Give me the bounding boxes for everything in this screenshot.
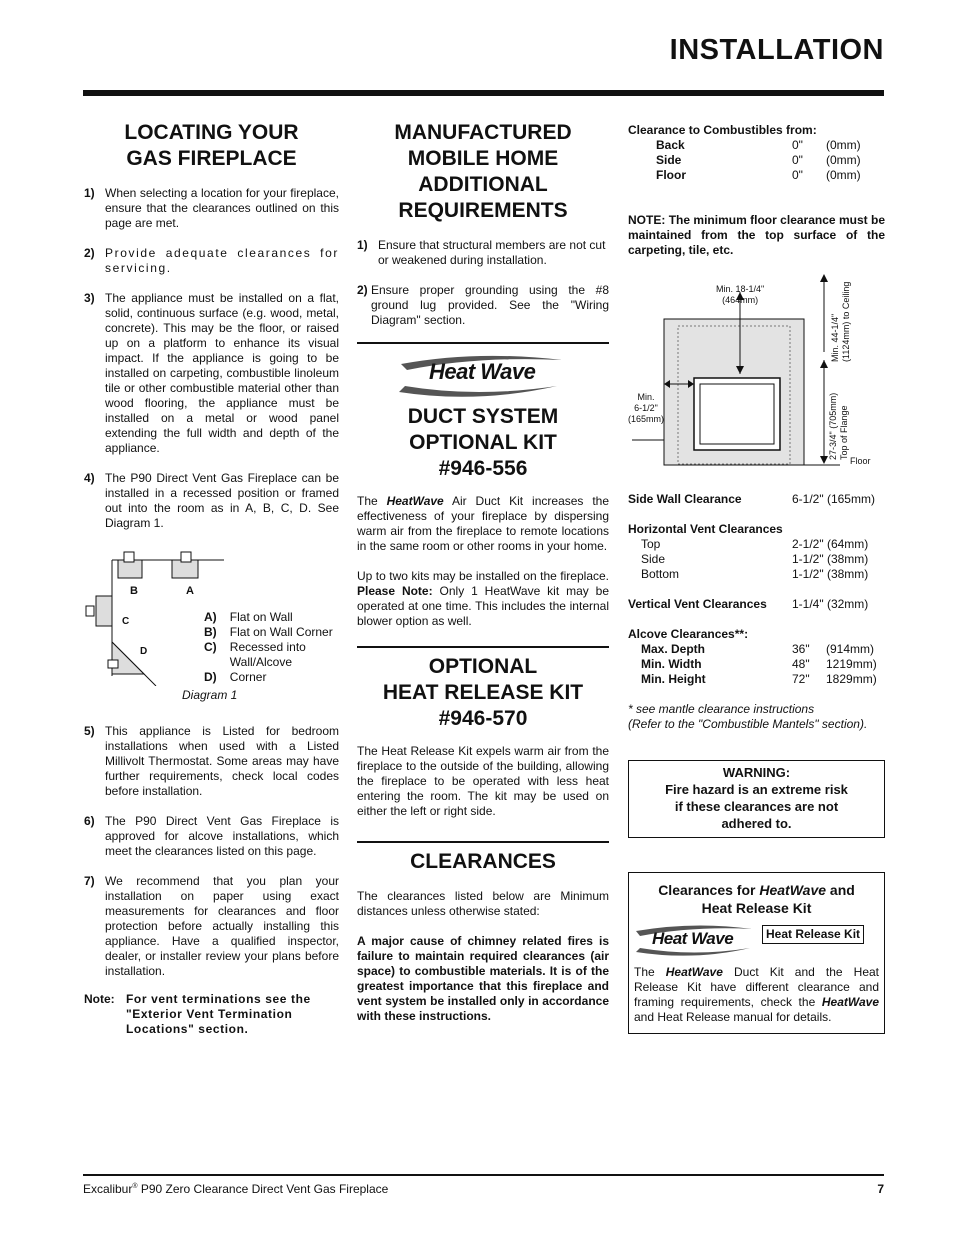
ceiling-clearance-label: Min. 44-1/4" (1124mm) to Ceiling [830,281,851,362]
diagram-caption: Diagram 1 [182,688,238,702]
footer-rule [83,1174,884,1176]
diagram-letter-a: A [186,585,194,597]
list-item: 7) We recommend that you plan your installation on paper using exact measurements for clearances and floor protection before actually installing this appliance. Have a qualified inspector, dealer, or installer review your plans before installation. [84,874,339,978]
heatwave-logo-text: Heat Wave [652,929,734,948]
section-divider [357,342,609,344]
clearances-title: CLEARANCES [410,850,556,873]
section-divider [357,841,609,843]
list-item: 4) The P90 Direct Vent Gas Fireplace can be installed in a recessed position or framed out into the room as in A, B, C, D. See Diagram 1. [84,471,339,530]
table-row: Max. Depth 36" (914mm) [641,642,875,656]
installation-positions-diagram [84,546,224,686]
diagram-letter-d: D [140,646,148,657]
list-item: 1) Ensure that structural members are not cut or weakened during installation. [357,238,606,267]
table-row: Floor 0" (0mm) [656,168,861,182]
clearances-column [628,123,885,1034]
mantle-footnote: * see mantle clearance instructions (Refer to the "Combustible Mantels" section). [628,702,868,731]
diagram-1 [84,546,339,714]
flange-clearance-label: 27-3/4" (705mm) Top of Flange [828,392,849,460]
mobile-home-title: MANUFACTURED MOBILE HOME ADDITIONAL REQUIREMENTS [394,121,572,222]
clearances-warning-text: A major cause of chimney related fires is failure to maintain required clearances (air space) to combustible materials. It is of the greatest importance that this fireplace and vent system be installed only in accordance with these instructions. [357,934,609,1023]
list-item: 6) The P90 Direct Vent Gas Fireplace is approved for alcove installations, which meet the clearances listed on this page. [84,814,339,858]
heatwave-box-logo-row [634,923,879,963]
diagram-letter-b: B [130,585,138,597]
heatwave-clearances-box [628,872,885,1034]
duct-kit-description: The HeatWave Air Duct Kit increases the effectiveness of your fireplace by dispersing warm air from the fireplace to remote locations in the same room or other rooms in your home. [357,494,610,553]
table-row: Side Wall Clearance 6-1/2" (165mm) [628,492,875,506]
diagram-legend: A) Flat on Wall B) Flat on Wall Corner C) Recessed into Wall/Alcove D) Corner [204,610,333,684]
heat-release-title: OPTIONAL HEAT RELEASE KIT #946-570 [382,655,584,730]
combustibles-table [628,138,885,183]
list-item: 2) Ensure proper grounding using the #8 ground lug provided. See the "Wiring Diagram" section. [357,283,609,327]
duct-kit-note: Up to two kits may be installed on the fireplace. Please Note: Only 1 HeatWave kit may be operated at one time. This includes the internal blower option as well. [357,569,609,628]
middle-column [357,120,609,1024]
clearance-diagram [628,272,885,486]
side-clearance-label: Min. 6-1/2" (165mm) [628,392,665,424]
list-item: 2) Provide adequate clearances for servicing. [84,246,339,275]
table-row: Back 0" (0mm) [656,138,861,152]
mobile-home-list [357,238,609,328]
combustibles-heading: Clearance to Combustibles from: [628,123,817,137]
clearance-specs-table [628,492,885,687]
locating-list-2 [84,724,339,979]
heatwave-logo [357,352,609,404]
floor-clearance-note: NOTE: The minimum floor clearance must be maintained from the top surface of the carpeting, tile, etc. [628,213,885,257]
duct-kit-title: DUCT SYSTEM OPTIONAL KIT #946-556 [407,405,559,480]
list-item: 5) This appliance is Listed for bedroom installations when used with a Listed Millivolt Thermostat. Some areas may have further requirements, check local codes before installation. [84,724,339,798]
list-item: 3) The appliance must be installed on a flat, solid, continuous surface (e.g. wood, metal, concrete). This may be the floor, or raised up on a platform to enhance its visual impact. If the appliance is going to be installed on carpeting, combustible linoleum tile or other combustible material other than wood flooring, the appliance must be installed on a metal or wood panel extending the full width and depth of the appliance. [84,291,339,455]
locating-title: LOCATING YOUR GAS FIREPLACE [124,121,299,170]
top-clearance-label: Min. 18-1/4" (464mm) [716,284,765,305]
heatwave-box-text: The HeatWave Duct Kit and the Heat Release Kit have different clearance and framing requirements, check the HeatWave and Heat Release manual for details. [634,965,880,1024]
table-row: Top 2-1/2" (64mm) [641,537,869,551]
floor-label: Floor [850,456,871,466]
page-number: 7 [877,1182,884,1196]
section-divider [357,646,609,648]
locating-column [84,120,339,1037]
fire-hazard-warning: WARNING: Fire hazard is an extreme risk if these clearances are not adhered to. [628,760,885,838]
vent-termination-note: Note: For vent terminations see the "Exterior Vent Termination Locations" section. [84,992,311,1036]
list-item: 1) When selecting a location for your fireplace, ensure that the clearances outlined on this page are met. [84,186,339,230]
table-row: Side 1-1/2" (38mm) [641,552,869,566]
table-row: Bottom 1-1/2" (38mm) [641,567,869,581]
clearances-intro: The clearances listed below are Minimum distances unless otherwise stated: [357,889,609,918]
table-row: Side 0" (0mm) [656,153,861,167]
footer-product-name: Excalibur® P90 Zero Clearance Direct Vent Gas Fireplace [83,1182,389,1196]
page-title: INSTALLATION [669,34,884,66]
heat-release-kit-label: Heat Release Kit [762,925,864,944]
table-row: Horizontal Vent Clearances [628,522,783,536]
header-rule [83,90,884,96]
heatwave-logo-text: Heat Wave [429,359,536,384]
table-row: Min. Width 48" 1219mm) [641,657,877,671]
diagram-letter-c: C [122,616,130,627]
table-row: Min. Height 72" 1829mm) [641,672,877,686]
heatwave-box-title: Clearances for HeatWave and Heat Release Kit [658,882,855,916]
table-row: Vertical Vent Clearances 1-1/4" (32mm) [628,597,869,611]
heat-release-description: The Heat Release Kit expels warm air from the fireplace to the outside of the building, allowing the fireplace to be operated with less heat entering the room. The kit may be used on either the left or right side. [357,744,609,818]
locating-list [84,186,339,531]
table-row: Alcove Clearances**: [628,627,749,641]
